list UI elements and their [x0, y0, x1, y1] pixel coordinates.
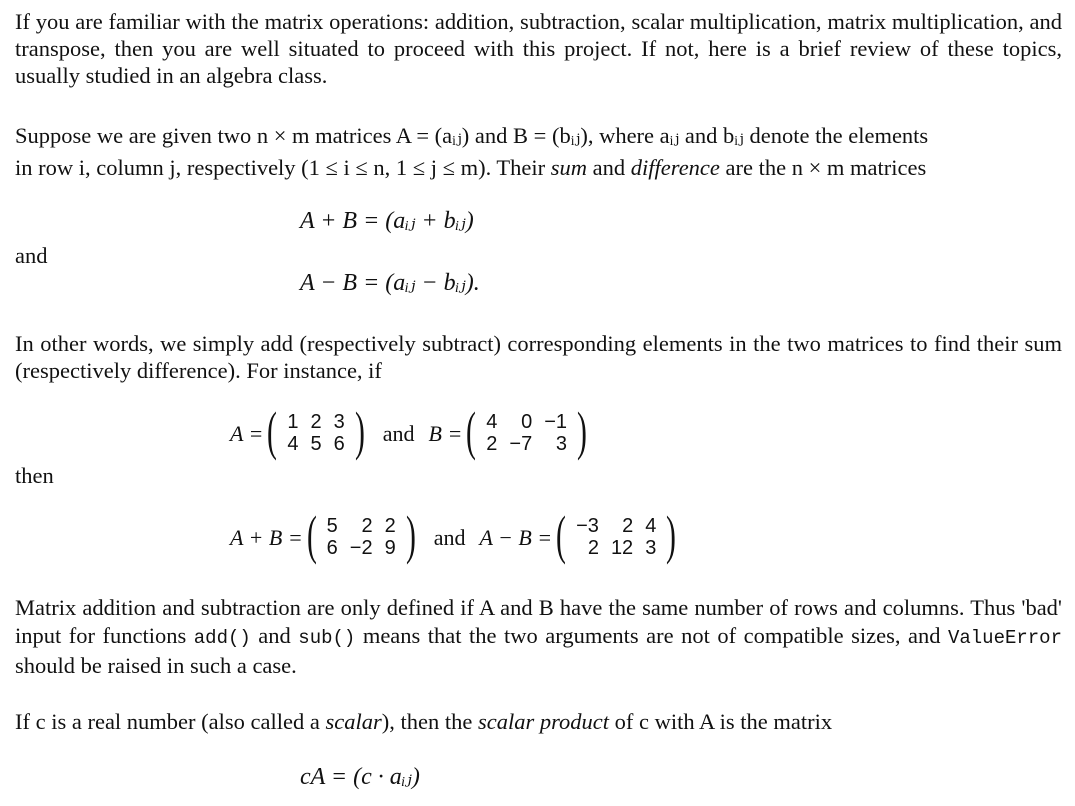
scalar-text-3: of c with A is the matrix: [609, 709, 833, 734]
sum-matrix-cell: −2: [349, 537, 373, 559]
difference-matrix: [570, 515, 662, 559]
code-sub: sub(): [298, 627, 356, 649]
example2-and: and: [433, 524, 466, 550]
sum-matrix-label: A + B =: [230, 524, 303, 550]
result-matrices-row: [230, 505, 680, 565]
code-valueerror: ValueError: [947, 627, 1062, 649]
sum-matrix-cell: 2: [384, 515, 396, 537]
definition-line-2: [15, 152, 1062, 184]
code-add: add(): [193, 627, 251, 649]
matrix-b-cell: 4: [486, 411, 498, 433]
error-paragraph: [15, 594, 1062, 680]
word-then: then: [15, 463, 54, 488]
scalar-paragraph: [15, 708, 1062, 735]
sum-matrix-cell: 9: [384, 537, 396, 559]
term-scalar: scalar: [325, 709, 382, 734]
matrix-a-cell: 2: [310, 411, 322, 433]
matrix-a-cell: 3: [333, 411, 345, 433]
intro-paragraph: If you are familiar with the matrix operations: addition, subtraction, scalar multiplication, matrix multiplication, and transpose, then you are well situated to proceed with this project. If not, here is a brief review of these topics, usually studied in an algebra class.: [15, 9, 1062, 88]
error-text-1: Matrix addition and subtraction are only defined if A and B have the same number of rows and columns. Thus 'bad' input for functions: [15, 595, 1062, 648]
sum-matrix: [321, 515, 402, 559]
scalar-text-1: If c is a real number (also called a: [15, 709, 326, 734]
matrix-a-cell: 6: [333, 433, 345, 455]
equation-scalar-product: cA = (c · aᵢⱼ): [300, 764, 420, 790]
difference-matrix-cell: 3: [645, 537, 657, 559]
left-paren-icon: (: [556, 505, 567, 565]
error-text-3: means that the two arguments are not of compatible sizes, and: [355, 623, 948, 648]
sum-matrix-cell: 2: [361, 515, 373, 537]
matrix-a-label: A =: [230, 420, 264, 446]
term-difference: difference: [630, 155, 720, 180]
matrix-a-cell: 5: [310, 433, 322, 455]
example1-and: and: [382, 420, 415, 446]
right-paren-icon: ): [577, 401, 587, 461]
matrix-b: [480, 411, 573, 455]
difference-matrix-cell: 2: [587, 537, 599, 559]
difference-matrix-cell: −3: [576, 515, 599, 537]
sum-matrix-cell: 6: [326, 537, 338, 559]
difference-matrix-cell: 4: [645, 515, 657, 537]
matrix-a: [281, 411, 350, 455]
difference-matrix-cell: 2: [622, 515, 634, 537]
matrix-b-cell: −1: [544, 411, 568, 433]
right-paren-icon: ): [354, 401, 365, 461]
example-matrices-row: [230, 401, 591, 461]
matrix-b-label: B =: [428, 420, 463, 446]
matrix-b-cell: 3: [555, 433, 568, 455]
difference-matrix-label: A − B =: [479, 524, 553, 550]
example-intro-paragraph: In other words, we simply add (respectively subtract) corresponding elements in the two matrices to find their sum (respectively difference). For instance, if: [15, 331, 1062, 383]
definition-line-2-start: in row i, column j, respectively (1 ≤ i ≤ n, 1 ≤ j ≤ m). Their: [15, 155, 551, 180]
term-sum: sum: [550, 155, 588, 180]
definition-line-2-end: are the n × m matrices: [719, 155, 927, 180]
left-paren-icon: (: [466, 401, 477, 461]
sum-matrix-cell: 5: [326, 515, 338, 537]
term-scalar-product: scalar product: [477, 709, 609, 734]
error-text-2: and: [250, 623, 299, 648]
word-and: and: [15, 243, 48, 268]
matrix-b-cell: 0: [521, 411, 533, 433]
left-paren-icon: (: [267, 401, 278, 461]
scalar-text-2: ), then the: [381, 709, 478, 734]
matrix-a-cell: 1: [287, 411, 299, 433]
error-text-4: should be raised in such a case.: [15, 653, 297, 678]
equation-difference: A − B = (aᵢⱼ − bᵢⱼ).: [300, 270, 480, 296]
equation-sum: A + B = (aᵢⱼ + bᵢⱼ): [300, 208, 474, 234]
difference-matrix-cell: 12: [610, 537, 634, 559]
matrix-b-cell: 2: [486, 433, 498, 455]
definition-line-1: Suppose we are given two n × m matrices A = (aᵢⱼ) and B = (bᵢⱼ), where aᵢⱼ and bᵢⱼ denote the elements: [15, 123, 929, 148]
definition-paragraph: [15, 120, 1062, 184]
matrix-a-cell: 4: [287, 433, 299, 455]
right-paren-icon: ): [405, 505, 416, 565]
right-paren-icon: ): [666, 505, 677, 565]
definition-and: and: [587, 155, 631, 180]
left-paren-icon: (: [306, 505, 317, 565]
matrix-b-cell: −7: [509, 433, 533, 455]
